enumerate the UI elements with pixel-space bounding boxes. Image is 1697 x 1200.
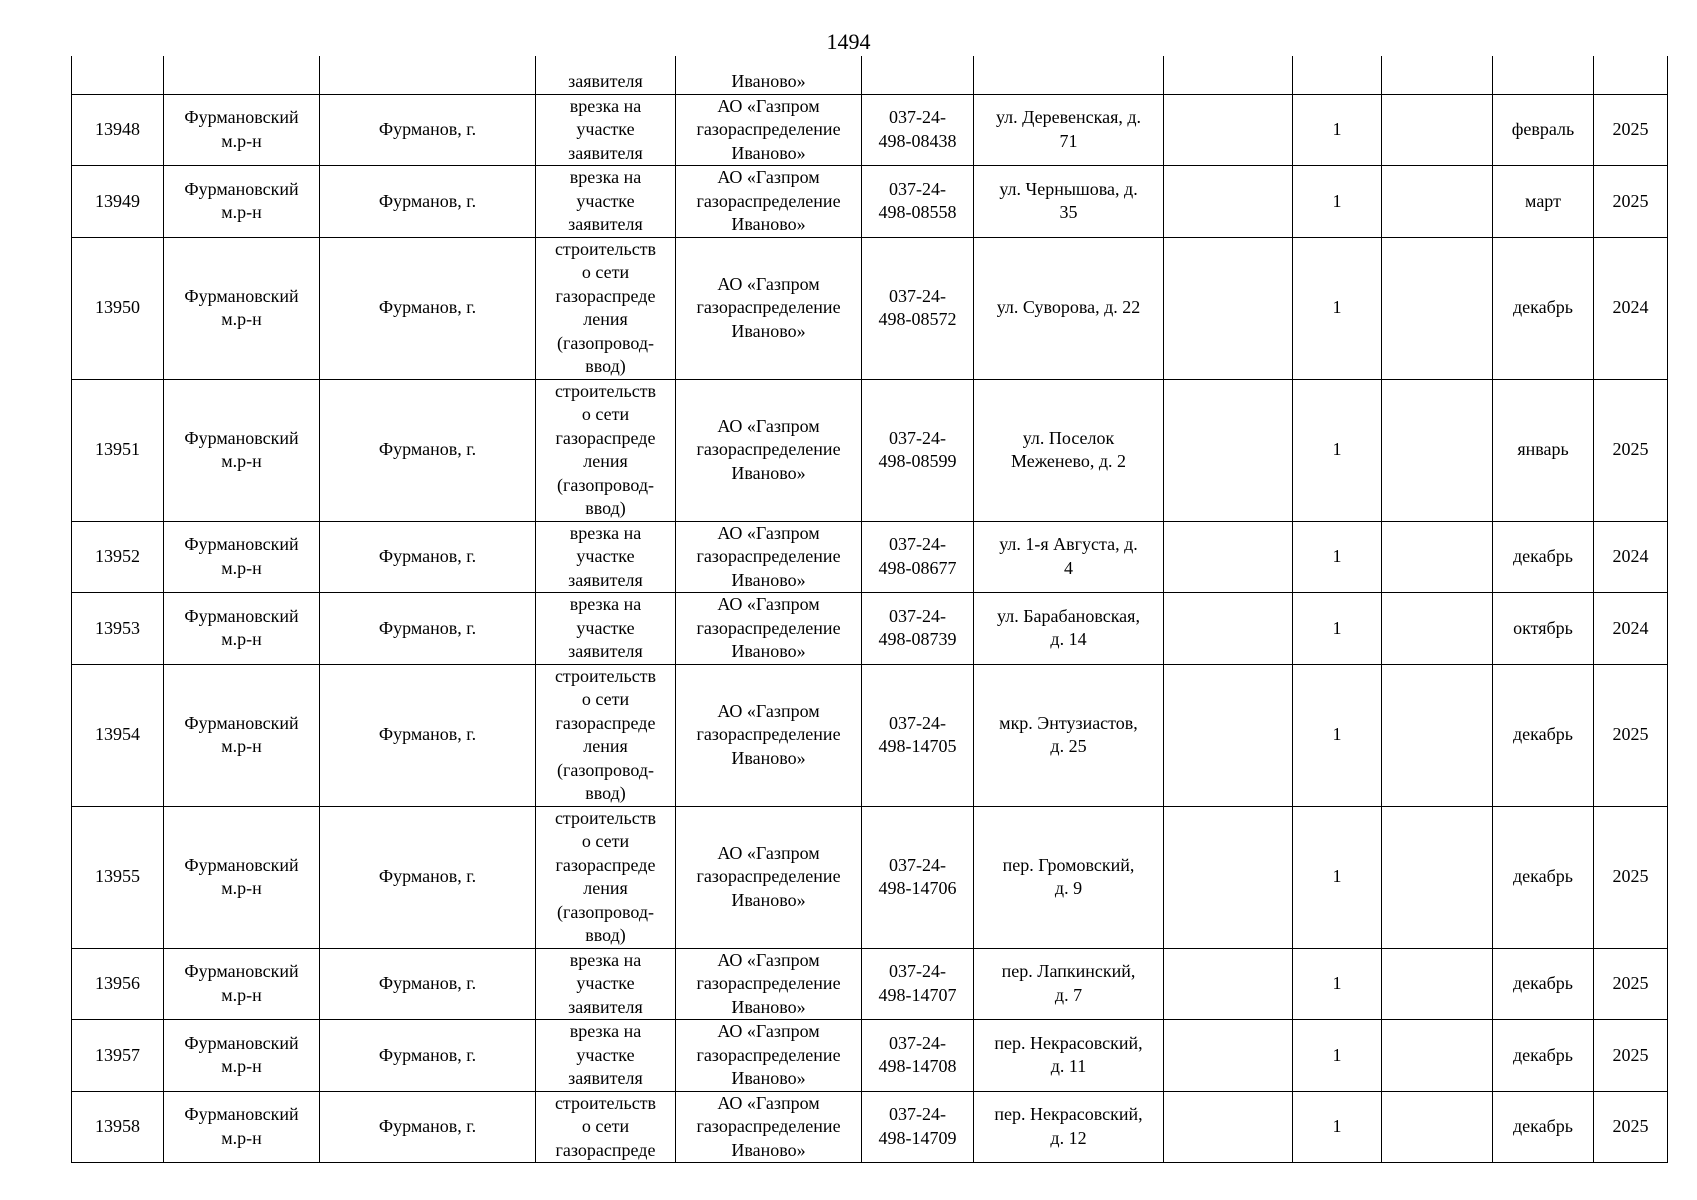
cell-org [676,1091,862,1163]
cell-type [536,166,676,238]
cell-blank-10 [1382,593,1493,665]
cell-month-text: декабрь [1513,724,1573,745]
cell-type [536,94,676,166]
cell-address [974,1091,1164,1163]
cell-city [320,948,536,1020]
cell-year [1594,1020,1668,1092]
cell-id [72,806,164,948]
cell-address-text: ул. Суворова, д. 22 [996,297,1141,318]
cell-city [320,1091,536,1163]
cell-district [164,379,320,521]
cell-org [676,237,862,379]
cell-month [1493,806,1594,948]
cell-qty [1293,1020,1382,1092]
cell-id-text: 13952 [95,546,140,566]
cell-district [164,166,320,238]
cell-qty-text: 1 [1332,973,1342,993]
cell-month-text: октябрь [1513,617,1573,638]
cell-district [164,1091,320,1163]
cell-month [1493,166,1594,238]
table-row [72,94,1668,166]
cell-address [974,521,1164,593]
cell-month-text: декабрь [1513,973,1573,993]
cell-org-text: АО «Газпром газораспределение Иваново» [696,700,841,768]
cell-month [1493,94,1594,166]
cell-district [164,664,320,806]
cell-qty [1293,664,1382,806]
cell-year-text: 2025 [1612,439,1649,460]
table-row [72,664,1668,806]
cell-org [676,1020,862,1092]
table-row [72,1091,1668,1163]
cell-city [320,521,536,593]
cell-blank-8 [1164,166,1293,238]
cell-year-text: 2025 [1612,866,1649,887]
cell-code-text: 037-24- 498-08572 [878,285,957,329]
table-row [72,379,1668,521]
cell-qty [1293,521,1382,593]
cell-district-text: Фурмановский м.р-н [184,107,299,151]
cell-blank-8 [1164,806,1293,948]
cell-type-text: строительств о сети газораспреде ления (газопровод- ввод) [554,380,657,518]
cell-address-text: мкр. Энтузиастов, д. 25 [999,712,1138,756]
cell-month-text: март [1525,190,1561,211]
cell-id-text: 13955 [95,866,140,887]
cell-blank-8 [1164,593,1293,665]
cell-org [676,948,862,1020]
cell-org-text: АО «Газпром газораспределение Иваново» [696,522,841,590]
cell-address-text: пер. Некрасовский, д. 12 [994,1104,1143,1148]
cell-code [862,593,974,665]
cell-district [164,521,320,593]
cell-id [72,56,164,94]
cell-city-text: Фурманов, г. [378,973,477,993]
cell-id [72,1020,164,1092]
cell-code-text: 037-24- 498-08558 [878,178,957,223]
cell-year [1594,166,1668,238]
cell-blank-10 [1382,166,1493,238]
cell-blank-10 [1382,664,1493,806]
cell-org-text: Иваново» [731,71,806,91]
cell-year [1594,521,1668,593]
table-row [72,1020,1668,1092]
cell-type [536,664,676,806]
cell-blank-8 [1164,379,1293,521]
cell-month-text: декабрь [1513,1116,1573,1136]
cell-month [1493,379,1594,521]
cell-qty [1293,948,1382,1020]
cell-qty [1293,166,1382,238]
cell-code [862,379,974,521]
cell-year [1594,379,1668,521]
cell-address-text: ул. Чернышова, д. 35 [999,178,1138,223]
table-row-continued [72,56,1668,94]
cell-code [862,1020,974,1092]
cell-city-text: Фурманов, г. [378,297,477,318]
cell-qty [1293,593,1382,665]
cell-type [536,237,676,379]
cell-org-text: АО «Газпром газораспределение Иваново» [696,273,841,341]
cell-qty-text: 1 [1332,1116,1342,1136]
cell-year [1594,948,1668,1020]
cell-blank-10 [1382,237,1493,379]
cell-org [676,94,862,166]
page-number: 1494 [826,29,871,54]
cell-org-text: АО «Газпром газораспределение Иваново» [696,1092,841,1160]
cell-blank-10 [1382,94,1493,166]
cell-city-text: Фурманов, г. [378,546,477,566]
cell-city [320,664,536,806]
cell-qty [1293,94,1382,166]
cell-id-text: 13954 [95,724,140,745]
cell-address [974,664,1164,806]
cell-id-text: 13956 [95,973,140,993]
cell-address [974,56,1164,94]
cell-city-text: Фурманов, г. [378,724,477,745]
cell-blank-8 [1164,94,1293,166]
cell-code-text: 037-24- 498-14709 [878,1104,957,1148]
cell-code [862,237,974,379]
cell-qty-text: 1 [1332,724,1342,745]
cell-org [676,806,862,948]
cell-month [1493,1091,1594,1163]
cell-type [536,593,676,665]
cell-qty-text: 1 [1332,119,1342,139]
cell-type-text: строительств о сети газораспреде ления (газопровод- ввод) [554,238,657,376]
cell-year [1594,1091,1668,1163]
cell-id-text: 13957 [95,1044,140,1065]
cell-year [1594,56,1668,94]
cell-blank-10 [1382,521,1493,593]
cell-district [164,56,320,94]
cell-id [72,948,164,1020]
cell-blank-10 [1382,56,1493,94]
cell-city-text: Фурманов, г. [378,866,477,887]
cell-type [536,948,676,1020]
cell-code [862,56,974,94]
cell-city [320,237,536,379]
cell-type-text: врезка на участке заявителя [568,167,643,234]
cell-qty [1293,237,1382,379]
cell-year [1594,94,1668,166]
cell-year-text: 2025 [1612,1116,1649,1136]
cell-type [536,806,676,948]
cell-qty [1293,379,1382,521]
cell-qty-text: 1 [1332,190,1342,211]
cell-code-text: 037-24- 498-08438 [878,107,957,151]
cell-blank-8 [1164,521,1293,593]
cell-district-text: Фурмановский м.р-н [184,427,299,471]
table-row [72,593,1668,665]
table-row [72,237,1668,379]
cell-city-text: Фурманов, г. [378,1116,477,1136]
cell-type-text: строительств о сети газораспреде ления (газопровод- ввод) [554,665,657,803]
cell-blank-10 [1382,806,1493,948]
cell-org-text: АО «Газпром газораспределение Иваново» [696,1021,841,1088]
cell-year [1594,593,1668,665]
cell-code-text: 037-24- 498-08739 [878,605,957,650]
register-table [71,56,1668,1163]
cell-blank-10 [1382,948,1493,1020]
table-row [72,521,1668,593]
cell-id [72,521,164,593]
cell-type-text: врезка на участке заявителя [568,949,643,1017]
cell-type-text: врезка на участке заявителя [568,522,643,590]
cell-year-text: 2024 [1612,546,1649,566]
cell-district [164,1020,320,1092]
cell-year-text: 2025 [1612,190,1649,211]
cell-id [72,593,164,665]
cell-city [320,1020,536,1092]
cell-org-text: АО «Газпром газораспределение Иваново» [696,594,841,661]
cell-address-text: ул. 1-я Августа, д. 4 [999,534,1138,578]
cell-address [974,94,1164,166]
cell-qty-text: 1 [1332,866,1342,887]
cell-month-text: январь [1517,439,1569,460]
cell-code-text: 037-24- 498-14708 [878,1032,957,1077]
cell-blank-10 [1382,1091,1493,1163]
cell-type [536,56,676,94]
cell-address [974,1020,1164,1092]
cell-id-text: 13951 [95,439,140,460]
cell-org-text: АО «Газпром газораспределение Иваново» [696,415,841,483]
cell-code [862,166,974,238]
cell-org [676,379,862,521]
cell-org [676,56,862,94]
cell-district-text: Фурмановский м.р-н [184,1104,299,1148]
cell-blank-8 [1164,237,1293,379]
cell-id [72,664,164,806]
cell-code [862,521,974,593]
table-row [72,948,1668,1020]
cell-type-text: строительств о сети газораспреде [554,1092,657,1160]
cell-month [1493,521,1594,593]
cell-month [1493,593,1594,665]
cell-type-text: врезка на участке заявителя [568,1021,643,1088]
cell-id-text: 13949 [95,190,140,211]
cell-month [1493,56,1594,94]
cell-district-text: Фурмановский м.р-н [184,534,299,578]
cell-month-text: декабрь [1513,866,1573,887]
cell-type [536,1091,676,1163]
cell-month [1493,1020,1594,1092]
cell-type [536,379,676,521]
cell-id [72,1091,164,1163]
cell-qty-text: 1 [1332,439,1342,460]
cell-org-text: АО «Газпром газораспределение Иваново» [696,842,841,910]
cell-district-text: Фурмановский м.р-н [184,605,299,650]
cell-city [320,56,536,94]
cell-city [320,593,536,665]
cell-org-text: АО «Газпром газораспределение Иваново» [696,949,841,1017]
cell-id [72,166,164,238]
cell-district [164,237,320,379]
cell-org-text: АО «Газпром газораспределение Иваново» [696,167,841,234]
cell-district-text: Фурмановский м.р-н [184,961,299,1005]
cell-id-text: 13958 [95,1116,140,1136]
cell-year [1594,806,1668,948]
cell-blank-8 [1164,1091,1293,1163]
cell-year-text: 2025 [1612,973,1649,993]
cell-blank-10 [1382,379,1493,521]
cell-blank-8 [1164,1020,1293,1092]
cell-address [974,166,1164,238]
cell-qty-text: 1 [1332,1044,1342,1065]
cell-code [862,948,974,1020]
cell-blank-8 [1164,56,1293,94]
cell-blank-10 [1382,1020,1493,1092]
cell-code [862,664,974,806]
cell-code-text: 037-24- 498-14707 [878,961,957,1005]
cell-org-text: АО «Газпром газораспределение Иваново» [696,95,841,163]
cell-month [1493,237,1594,379]
cell-qty-text: 1 [1332,297,1342,318]
cell-district-text: Фурмановский м.р-н [184,854,299,898]
cell-district-text: Фурмановский м.р-н [184,178,299,223]
cell-qty [1293,1091,1382,1163]
cell-city-text: Фурманов, г. [378,617,477,638]
cell-code-text: 037-24- 498-14705 [878,712,957,756]
cell-address [974,379,1164,521]
cell-qty [1293,56,1382,94]
cell-district-text: Фурмановский м.р-н [184,1032,299,1077]
cell-city-text: Фурманов, г. [378,190,477,211]
cell-city [320,806,536,948]
cell-month [1493,664,1594,806]
cell-id-text: 13953 [95,617,140,638]
cell-type-text: строительств о сети газораспреде ления (газопровод- ввод) [554,807,657,945]
cell-address [974,237,1164,379]
cell-qty-text: 1 [1332,546,1342,566]
cell-address-text: пер. Некрасовский, д. 11 [994,1032,1143,1077]
cell-address-text: ул. Барабановская, д. 14 [997,605,1140,650]
cell-address-text: ул. Деревенская, д. 71 [995,107,1142,151]
cell-address-text: пер. Лапкинский, д. 7 [1001,961,1136,1005]
cell-code-text: 037-24- 498-08599 [878,427,957,471]
table-row [72,166,1668,238]
cell-code-text: 037-24- 498-14706 [878,854,957,898]
cell-type-text: врезка на участке заявителя [568,594,643,661]
cell-address-text: пер. Громовский, д. 9 [1002,854,1135,898]
cell-city [320,94,536,166]
cell-org [676,521,862,593]
cell-district [164,948,320,1020]
cell-blank-8 [1164,948,1293,1020]
cell-org [676,593,862,665]
cell-qty [1293,806,1382,948]
cell-org [676,166,862,238]
cell-city-text: Фурманов, г. [378,1044,477,1065]
cell-district [164,806,320,948]
cell-year [1594,664,1668,806]
cell-month-text: февраль [1511,119,1575,139]
cell-year-text: 2025 [1612,724,1649,745]
cell-district-text: Фурмановский м.р-н [184,712,299,756]
cell-year [1594,237,1668,379]
cell-id [72,379,164,521]
table-row [72,806,1668,948]
cell-year-text: 2025 [1612,1044,1649,1065]
cell-blank-8 [1164,664,1293,806]
cell-id-text: 13948 [95,119,140,139]
cell-address [974,806,1164,948]
cell-code [862,1091,974,1163]
cell-address [974,593,1164,665]
cell-city-text: Фурманов, г. [378,119,477,139]
cell-org [676,664,862,806]
cell-district [164,94,320,166]
cell-month-text: декабрь [1513,297,1573,318]
cell-id [72,94,164,166]
cell-year-text: 2024 [1612,617,1649,638]
cell-id [72,237,164,379]
cell-city [320,166,536,238]
cell-year-text: 2024 [1612,297,1649,318]
cell-code [862,806,974,948]
cell-month [1493,948,1594,1020]
cell-city [320,379,536,521]
cell-type-text: врезка на участке заявителя [568,95,643,163]
cell-address [974,948,1164,1020]
cell-address-text: ул. Поселок Меженево, д. 2 [1010,427,1127,471]
cell-code [862,94,974,166]
cell-district [164,593,320,665]
cell-id-text: 13950 [95,297,140,318]
cell-type [536,521,676,593]
cell-qty-text: 1 [1332,617,1342,638]
cell-month-text: декабрь [1513,1044,1573,1065]
cell-city-text: Фурманов, г. [378,439,477,460]
cell-type [536,1020,676,1092]
cell-district-text: Фурмановский м.р-н [184,285,299,329]
cell-type-text: заявителя [568,71,643,91]
cell-code-text: 037-24- 498-08677 [878,534,957,578]
cell-year-text: 2025 [1612,119,1649,139]
cell-month-text: декабрь [1513,546,1573,566]
